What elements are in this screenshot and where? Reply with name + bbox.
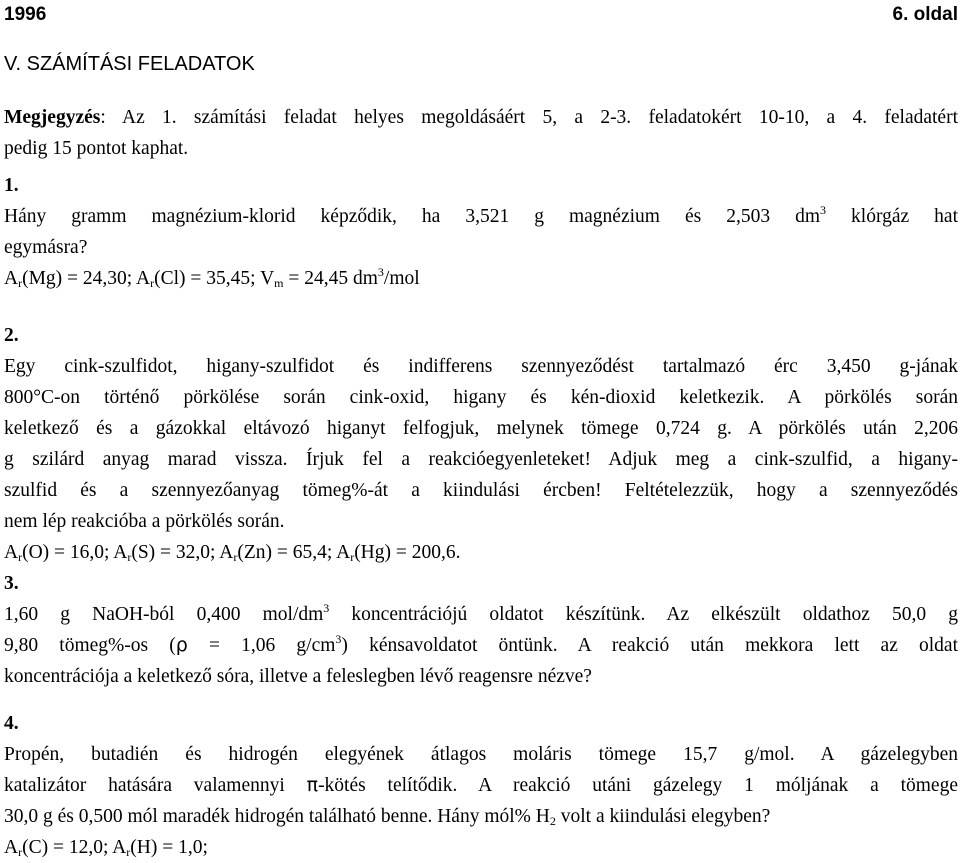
task-4-line-3: 30,0 g és 0,500 mól maradék hidrogén található benne. Hány mól% $H_2$ volt a kiindulási elegyben? bbox=[4, 806, 771, 828]
task-4-line-1: Propén, butadién és hidrogén elegyének átlagos moláris tömege 15,7 g/mol. A gázelegyben bbox=[4, 744, 958, 765]
task-2-line-6: nem lép reakcióba a pörkölés során. bbox=[4, 511, 285, 532]
task-1-data: $A_r(Mg) = 24,30$; $A_r(Cl) = 35,45$; $V_m = 24,45$ $dm^3$/mol bbox=[4, 265, 420, 290]
task-number: 2. bbox=[4, 325, 19, 346]
note-line-2: pedig 15 pontot kaphat. bbox=[4, 138, 189, 159]
task-1-line-2: egymásra? bbox=[4, 237, 88, 258]
task-3 bbox=[4, 568, 958, 692]
task-1 bbox=[4, 170, 958, 294]
task-4-line-2: katalizátor hatására valamennyi π-kötés telítődik. A reakció utáni gázelegy 1 móljának a tömege bbox=[4, 774, 958, 796]
note-block bbox=[4, 102, 958, 164]
task-2-line-4: g szilárd anyag marad vissza. Írjuk fel a reakcióegyenleteket! Adjuk meg a cink-szulfid, a higany- bbox=[4, 449, 958, 470]
task-1-line-1: Hány gramm magnézium-klorid képződik, ha 3,521 g magnézium és 2,503 $dm^3$ klórgáz hat bbox=[4, 203, 958, 227]
task-2 bbox=[4, 320, 958, 568]
task-2-data: $A_r(O) = 16,0$; $A_r(S) = 32,0$; $A_r(Zn) = 65,4$; $A_r(Hg) = 200,6$. bbox=[4, 542, 461, 564]
task-4-data: $A_r(C) = 12,0$; $A_r(H) = 1,0$; bbox=[4, 837, 208, 859]
task-2-line-5: szulfid és a szennyezőanyag tömeg%-át a kiindulási ércben! Feltételezzük, hogy a szennyeződés bbox=[4, 480, 958, 501]
task-number: 4. bbox=[4, 713, 19, 734]
task-2-line-2: 800°C-on történő pörkölése során cink-oxid, higany és kén-dioxid keletkezik. A pörkölés során bbox=[4, 387, 958, 408]
task-3-line-1: 1,60 g NaOH-ból 0,400 mol/$dm^3$ koncentrációjú oldatot készítünk. Az elkészült oldathoz 50,0 g bbox=[4, 601, 958, 625]
task-3-line-3: koncentrációja a keletkező sóra, illetve a feleslegben lévő reagensre nézve? bbox=[4, 666, 592, 687]
task-2-line-1: Egy cink-szulfidot, higany-szulfidot és indifferens szennyeződést tartalmazó érc 3,450 g-jának bbox=[4, 356, 958, 377]
rho-symbol: ρ bbox=[175, 634, 188, 656]
task-number: 1. bbox=[4, 175, 19, 196]
pi-symbol: π bbox=[306, 774, 319, 796]
note-text-1: : Az 1. számítási feladat helyes megoldásáért 5, a 2-3. feladatokért 10-10, a 4. feladatért bbox=[100, 107, 958, 128]
task-number: 3. bbox=[4, 573, 19, 594]
note-line-1 bbox=[4, 102, 958, 133]
note-label: Megjegyzés bbox=[4, 107, 101, 128]
section-title: V. SZÁMÍTÁSI FELADATOK bbox=[4, 53, 255, 75]
header-year: 1996 bbox=[4, 4, 47, 25]
task-3-line-2: 9,80 tömeg%-os (ρ = 1,06 $g/cm^3$) kénsavoldatot öntünk. A reakció után mekkora lett az oldat bbox=[4, 632, 958, 656]
page-header bbox=[4, 0, 958, 30]
header-page-number: 6. oldal bbox=[892, 4, 958, 25]
task-2-line-3: keletkező és a gázokkal eltávozó higanyt felfogjuk, melynek tömege 0,724 g. A pörkölés után 2,206 bbox=[4, 418, 958, 439]
task-4 bbox=[4, 708, 958, 863]
